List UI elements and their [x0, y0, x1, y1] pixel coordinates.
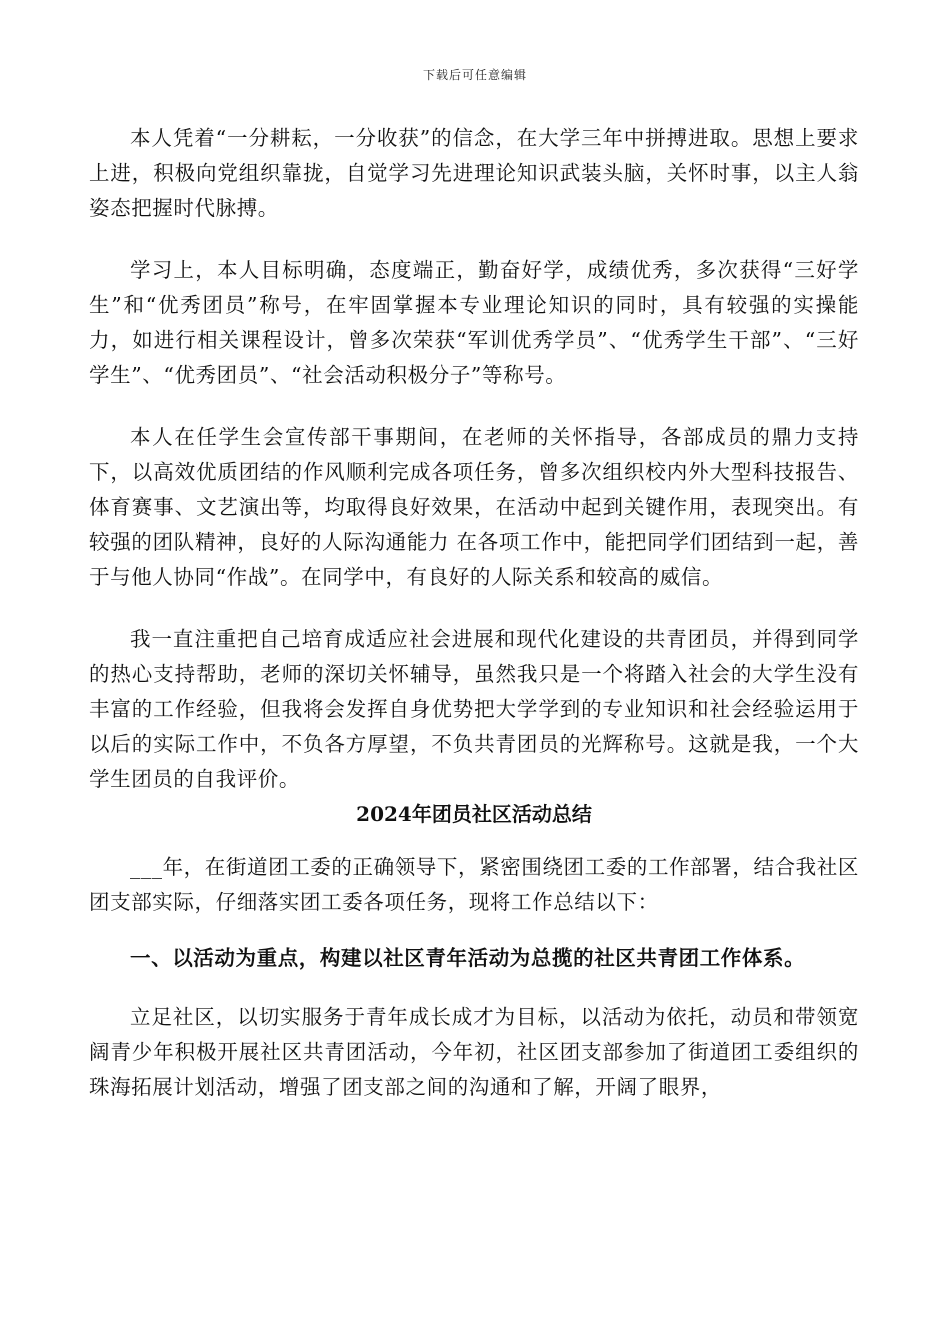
section-intro-text: 年，在街道团工委的正确领导下，紧密围绕团工委的工作部署，结合我社区团支部实际，仔细落实团工委各项任务，现将工作总结以下： — [89, 855, 859, 914]
section-intro — [89, 850, 859, 920]
underline-blank: ___ — [130, 855, 163, 879]
paragraph-self-belief: 本人凭着“一分耕耘，一分收获”的信念，在大学三年中拼搏进取。思想上要求上进，积极向党组织靠拢，自觉学习先进理论知识武装头脑，关怀时事，以主人翁姿态把握时代脉搏。 — [89, 126, 859, 220]
section-title: 2024年团员社区活动总结 — [356, 802, 592, 826]
paragraph-study: 学习上，本人目标明确，态度端正，勤奋好学，成绩优秀，多次获得“三好学生”和“优秀团员”称号，在牢固掌握本专业理论知识的同时，具有较强的实操能力，如进行相关课程设计，曾多次荣获“军训优秀学员”、“优秀学生干部”、“三好学生”、“优秀团员”、“社会活动积极分子”等称号。 — [89, 258, 859, 387]
section-heading-1: 一、以活动为重点，构建以社区青年活动为总揽的社区共青团工作体系。 — [130, 946, 806, 970]
paragraph-self-evaluation: 我一直注重把自己培育成适应社会进展和现代化建设的共青团员，并得到同学的热心支持帮助，老师的深切关怀辅导，虽然我只是一个将踏入社会的大学生没有丰富的工作经验，但我将会发挥自身优势把大学学到的专业知识和社会经验运用于以后的实际工作中，不负各方厚望，不负共青团员的光辉称号。这就是我，一个大学生团员的自我评价。 — [89, 627, 859, 791]
paragraph-student-union: 本人在任学生会宣传部干事期间，在老师的关怀指导，各部成员的鼎力支持下，以高效优质团结的作风顺利完成各项任务，曾多次组织校内外大型科技报告、体育赛事、文艺演出等，均取得良好效果，在活动中起到关键作用，表现突出。有较强的团队精神，良好的人际沟通能力 在各项工作中，能把同学们团结到一起，善于与他人协同“作战”。在同学中，有良好的人际关系和较高的威信。 — [89, 425, 859, 589]
document-body — [89, 121, 859, 1105]
paragraph-community-activities: 立足社区，以切实服务于青年成长成才为目标，以活动为依托，动员和带领宽阔青少年积极开展社区共青团活动，今年初，社区团支部参加了街道团工委组织的珠海拓展计划活动，增强了团支部之间的沟通和了解，开阔了眼界， — [89, 1005, 859, 1099]
header-note: 下载后可任意编辑 — [422, 68, 527, 82]
